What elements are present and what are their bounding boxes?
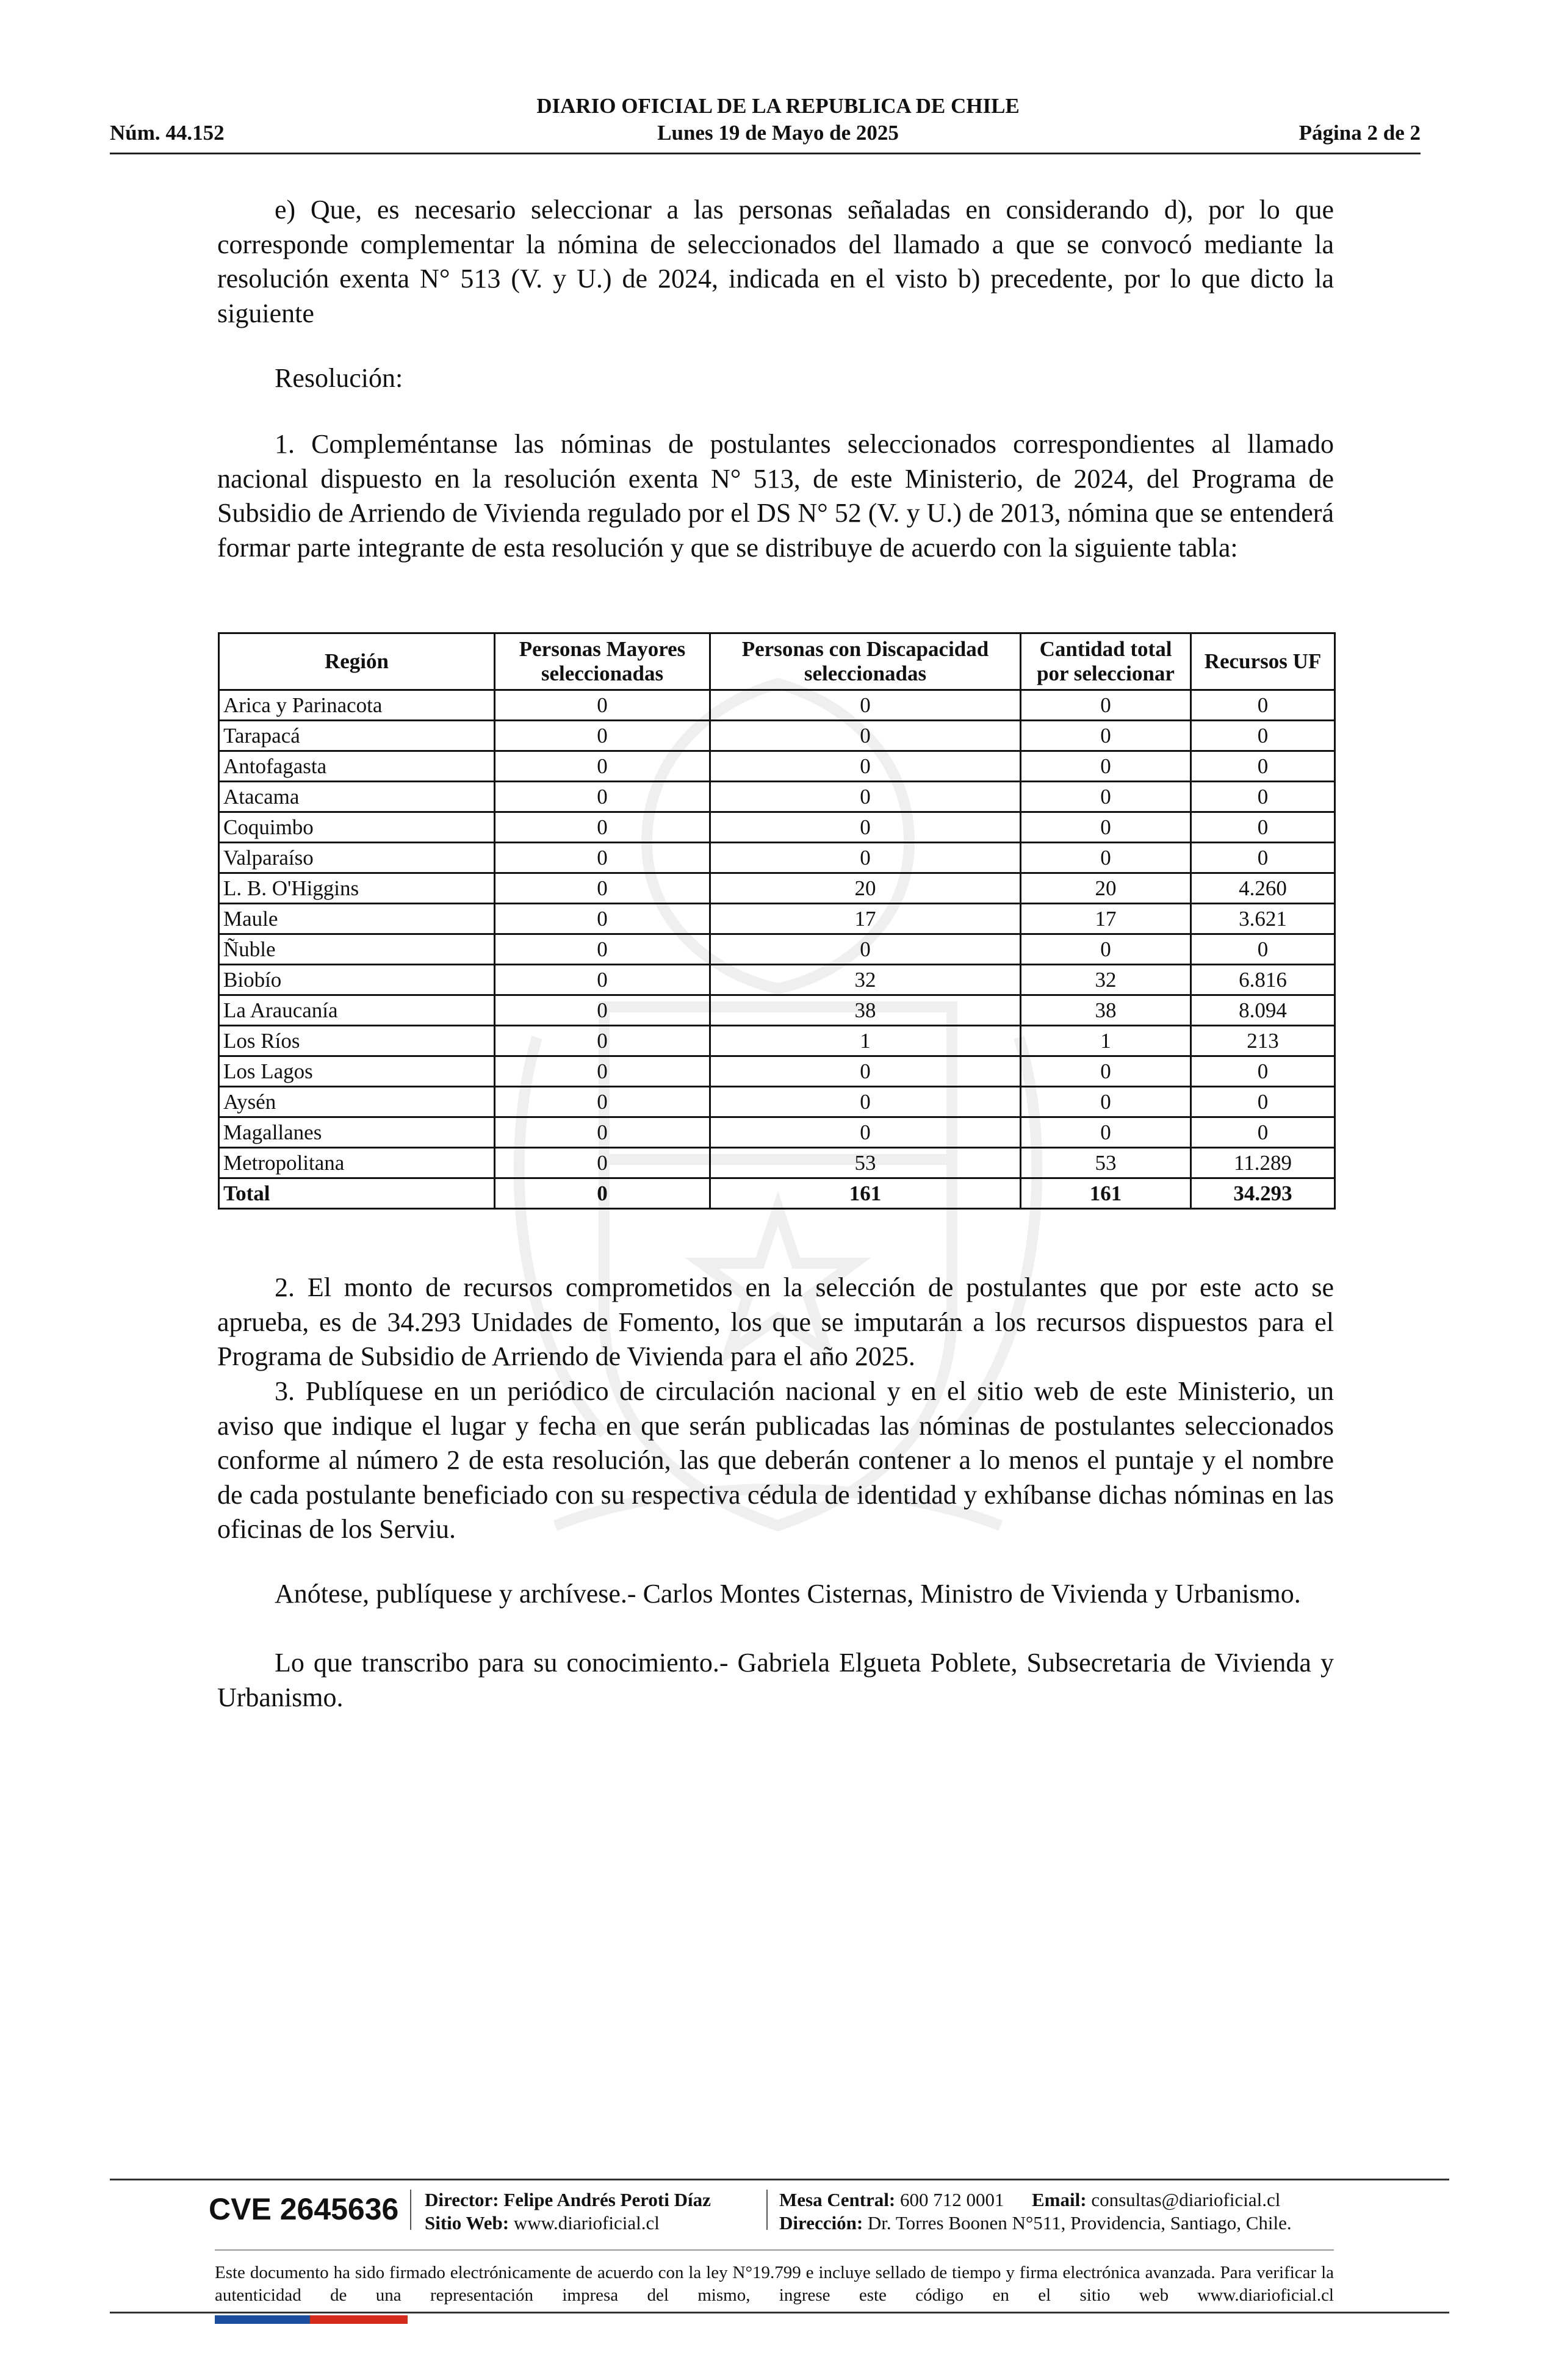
value-cell: 0 — [495, 904, 710, 934]
address-label: Dirección: — [779, 2212, 863, 2234]
value-cell: 11.289 — [1191, 1148, 1335, 1178]
footer-separator — [410, 2190, 411, 2230]
total-cell: 161 — [710, 1178, 1021, 1209]
value-cell: 0 — [1191, 690, 1335, 721]
value-cell: 32 — [1021, 965, 1191, 995]
header-divider — [110, 153, 1421, 154]
email-label: Email: — [1032, 2189, 1087, 2210]
value-cell: 0 — [1191, 843, 1335, 873]
table-row — [219, 751, 1335, 782]
value-cell: 17 — [710, 904, 1021, 934]
value-cell: 0 — [710, 782, 1021, 812]
table-row — [219, 995, 1335, 1026]
footer-top-divider — [110, 2179, 1449, 2180]
table-row — [219, 843, 1335, 873]
mesa-value: 600 712 0001 — [900, 2189, 1004, 2210]
total-cell: 0 — [495, 1178, 710, 1209]
value-cell: 0 — [495, 812, 710, 843]
paragraph-1: 1. Compleméntanse las nóminas de postulantes seleccionados correspondientes al llamado nacional dispuesto en la resolución exenta N° 513, de este Ministerio, de 2024, del Programa de Subsidio de Arriendo de Vivienda regulado por el DS N° 52 (V. y U.) de 2013, nómina que se entenderá formar parte integrante de esta resolución y que se distribuye de acuerdo con la siguiente tabla: — [217, 429, 1334, 563]
paragraph-3: 3. Publíquese en un periódico de circulación nacional y en el sitio web de este Ministerio, un aviso que indique el lugar y fecha en que serán publicadas las nóminas de postulantes seleccionados conforme al número 2 de esta resolución, las que deberán contener a lo menos el puntaje y el nombre de cada postulante beneficiado con su respectiva cédula de identidad y exhíbanse dichas nóminas en las oficinas de los Serviu. — [217, 1376, 1334, 1544]
total-cell: 161 — [1021, 1178, 1191, 1209]
value-cell: 8.094 — [1191, 995, 1335, 1026]
contact-info — [779, 2188, 1280, 2212]
value-cell: 53 — [1021, 1148, 1191, 1178]
value-cell: 0 — [1191, 721, 1335, 751]
value-cell: 0 — [1021, 1117, 1191, 1148]
value-cell: 0 — [495, 1026, 710, 1056]
value-cell: 0 — [710, 721, 1021, 751]
value-cell: 0 — [1021, 751, 1191, 782]
column-header: Cantidad total por seleccionar — [1021, 633, 1191, 690]
director-label: Director: — [425, 2189, 499, 2210]
footer-inner-divider — [215, 2249, 1334, 2251]
value-cell: 0 — [710, 690, 1021, 721]
value-cell: 0 — [1191, 1087, 1335, 1117]
value-cell: 0 — [495, 965, 710, 995]
paragraph-e: e) Que, es necesario seleccionar a las personas señaladas en considerando d), por lo que corresponde complementar la nómina de seleccionados del llamado a que se convocó mediante la resolución exenta N° 513 (V. y U.) de 2024, indicada en el visto b) precedente, por lo que dicto la siguiente — [217, 195, 1334, 328]
value-cell: 6.816 — [1191, 965, 1335, 995]
value-cell: 20 — [710, 873, 1021, 904]
total-label: Total — [219, 1178, 495, 1209]
value-cell: 0 — [495, 1087, 710, 1117]
legal-notice: Este documento ha sido firmado electrónicamente de acuerdo con la ley N°19.799 e incluye sellado de tiempo y firma electrónica avanzada. Para verificar la autenticidad de una representación impresa del mismo, ingrese este código en el sitio web www.diarioficial.cl — [215, 2263, 1334, 2305]
value-cell: 0 — [495, 873, 710, 904]
value-cell: 0 — [495, 843, 710, 873]
value-cell: 0 — [495, 995, 710, 1026]
column-header: Personas Mayores seleccionadas — [495, 633, 710, 690]
email-link[interactable]: consultas@diarioficial.cl — [1091, 2189, 1281, 2210]
value-cell: 0 — [1021, 1087, 1191, 1117]
director-info — [425, 2188, 711, 2212]
region-name-cell: Arica y Parinacota — [219, 690, 495, 721]
transcription-note: Lo que transcribo para su conocimiento.- Gabriela Elgueta Poblete, Subsecretaria de Vivienda y Urbanismo. — [217, 1648, 1334, 1712]
flag-stripe-blue — [215, 2315, 310, 2324]
region-name-cell: Magallanes — [219, 1117, 495, 1148]
value-cell: 0 — [495, 934, 710, 965]
issue-date: Lunes 19 de Mayo de 2025 — [657, 121, 899, 145]
region-name-cell: Metropolitana — [219, 1148, 495, 1178]
website-link[interactable]: www.diarioficial.cl — [513, 2212, 660, 2234]
table-row — [219, 934, 1335, 965]
table-total-row — [219, 1178, 1335, 1209]
value-cell: 0 — [710, 1056, 1021, 1087]
director-name: Felipe Andrés Peroti Díaz — [503, 2189, 711, 2210]
region-name-cell: Maule — [219, 904, 495, 934]
table-row — [219, 690, 1335, 721]
value-cell: 17 — [1021, 904, 1191, 934]
region-name-cell: Coquimbo — [219, 812, 495, 843]
address-info — [779, 2212, 1292, 2235]
value-cell: 0 — [1021, 782, 1191, 812]
value-cell: 213 — [1191, 1026, 1335, 1056]
paragraph-2: 2. El monto de recursos comprometidos en la selección de postulantes que por este acto se aprueba, es de 34.293 Unidades de Fomento, los que se imputarán a los recursos dispuestos para el Programa de Subsidio de Arriendo de Vivienda para el año 2025. — [217, 1272, 1334, 1371]
region-name-cell: Los Lagos — [219, 1056, 495, 1087]
table-row — [219, 1026, 1335, 1056]
column-header: Personas con Discapacidad seleccionadas — [710, 633, 1021, 690]
closing-signature: Anótese, publíquese y archívese.- Carlos Montes Cisternas, Ministro de Vivienda y Urbanismo. — [275, 1579, 1301, 1609]
value-cell: 3.621 — [1191, 904, 1335, 934]
value-cell: 0 — [1021, 1056, 1191, 1087]
table-header-row — [219, 633, 1335, 690]
selection-table — [218, 632, 1336, 1210]
value-cell: 0 — [495, 751, 710, 782]
value-cell: 0 — [495, 782, 710, 812]
table-row — [219, 1148, 1335, 1178]
column-header: Recursos UF — [1191, 633, 1335, 690]
value-cell: 20 — [1021, 873, 1191, 904]
value-cell: 0 — [710, 934, 1021, 965]
table-row — [219, 812, 1335, 843]
value-cell: 0 — [1191, 812, 1335, 843]
value-cell: 0 — [710, 1087, 1021, 1117]
table-row — [219, 721, 1335, 751]
value-cell: 0 — [1021, 934, 1191, 965]
value-cell: 0 — [1191, 934, 1335, 965]
region-name-cell: Biobío — [219, 965, 495, 995]
value-cell: 0 — [1021, 812, 1191, 843]
value-cell: 1 — [710, 1026, 1021, 1056]
mesa-label: Mesa Central: — [779, 2189, 896, 2210]
value-cell: 38 — [710, 995, 1021, 1026]
region-name-cell: La Araucanía — [219, 995, 495, 1026]
value-cell: 38 — [1021, 995, 1191, 1026]
column-header: Región — [219, 633, 495, 690]
region-name-cell: Los Ríos — [219, 1026, 495, 1056]
table-row — [219, 1117, 1335, 1148]
value-cell: 53 — [710, 1148, 1021, 1178]
value-cell: 1 — [1021, 1026, 1191, 1056]
value-cell: 0 — [495, 690, 710, 721]
region-name-cell: Atacama — [219, 782, 495, 812]
value-cell: 0 — [1191, 782, 1335, 812]
value-cell: 32 — [710, 965, 1021, 995]
page-indicator: Página 2 de 2 — [1298, 121, 1421, 145]
value-cell: 0 — [1191, 1056, 1335, 1087]
table-row — [219, 904, 1335, 934]
footer-separator — [766, 2190, 768, 2230]
cve-code: CVE 2645636 — [209, 2192, 399, 2226]
table-row — [219, 873, 1335, 904]
value-cell: 0 — [710, 1117, 1021, 1148]
region-name-cell: Tarapacá — [219, 721, 495, 751]
address-value: Dr. Torres Boonen N°511, Providencia, Santiago, Chile. — [867, 2212, 1292, 2234]
value-cell: 0 — [495, 1148, 710, 1178]
website-info — [425, 2212, 660, 2235]
table-row — [219, 1056, 1335, 1087]
table-row — [219, 782, 1335, 812]
value-cell: 0 — [495, 721, 710, 751]
value-cell: 0 — [1191, 751, 1335, 782]
value-cell: 0 — [495, 1056, 710, 1087]
value-cell: 0 — [1021, 721, 1191, 751]
website-label: Sitio Web: — [425, 2212, 510, 2234]
flag-stripe-red — [310, 2315, 408, 2324]
region-name-cell: L. B. O'Higgins — [219, 873, 495, 904]
resolution-heading: Resolución: — [275, 363, 403, 393]
value-cell: 0 — [1191, 1117, 1335, 1148]
value-cell: 0 — [1021, 690, 1191, 721]
region-name-cell: Antofagasta — [219, 751, 495, 782]
value-cell: 0 — [710, 812, 1021, 843]
value-cell: 0 — [710, 751, 1021, 782]
issue-number: Núm. 44.152 — [110, 121, 225, 145]
value-cell: 0 — [495, 1117, 710, 1148]
value-cell: 4.260 — [1191, 873, 1335, 904]
footer-bottom-divider — [110, 2312, 1449, 2313]
value-cell: 0 — [1021, 843, 1191, 873]
region-name-cell: Ñuble — [219, 934, 495, 965]
table-body — [219, 690, 1335, 1209]
region-name-cell: Valparaíso — [219, 843, 495, 873]
value-cell: 0 — [710, 843, 1021, 873]
table-row — [219, 965, 1335, 995]
table-row — [219, 1087, 1335, 1117]
total-cell: 34.293 — [1191, 1178, 1335, 1209]
region-name-cell: Aysén — [219, 1087, 495, 1117]
newspaper-title: DIARIO OFICIAL DE LA REPUBLICA DE CHILE — [536, 94, 1020, 118]
